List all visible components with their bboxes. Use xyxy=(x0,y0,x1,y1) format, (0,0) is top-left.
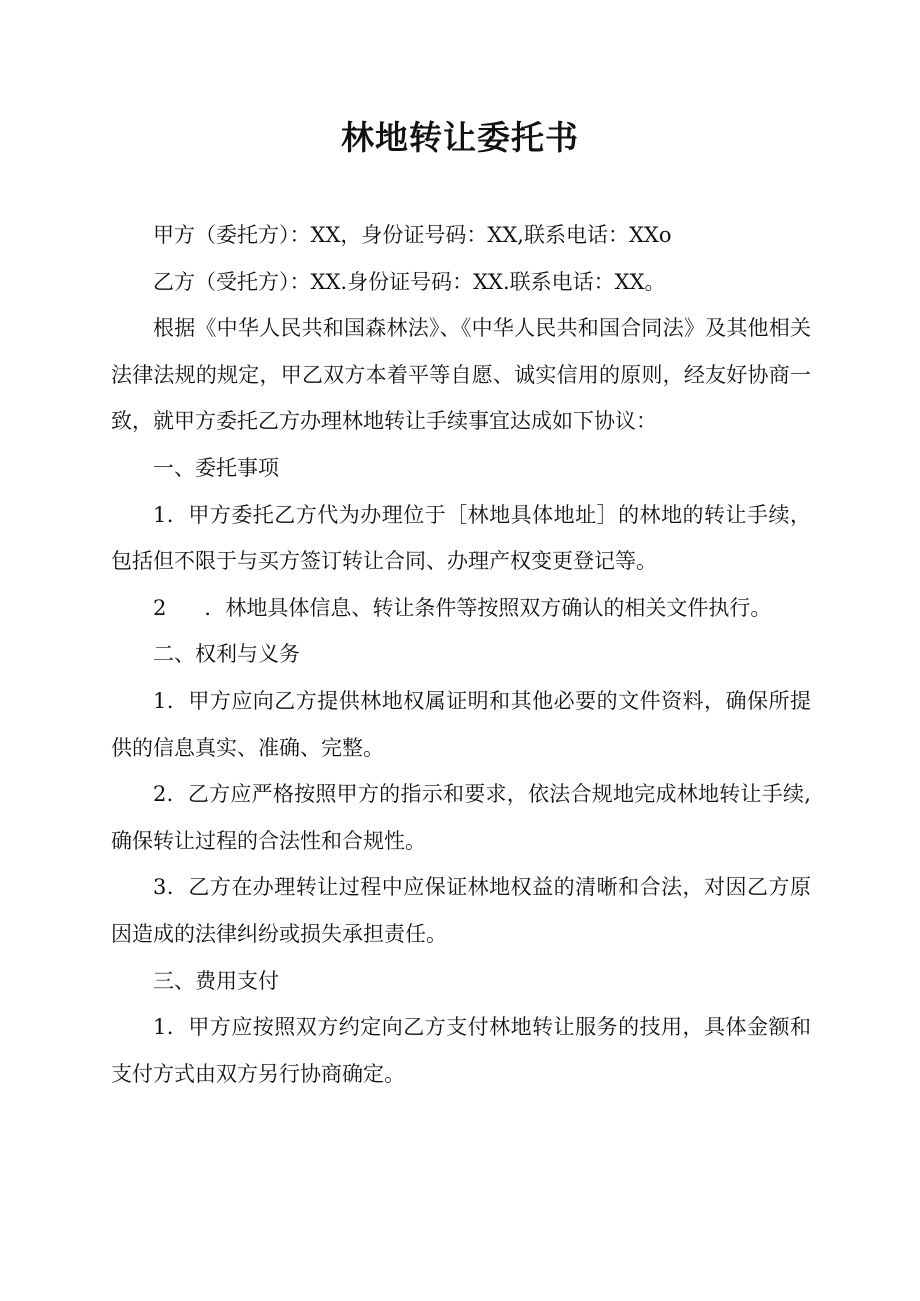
section-1-item-2-number: 2 xyxy=(153,595,167,620)
party-b-line: 乙方（受托方）：XX.身份证号码：XX.联系电话：XX。 xyxy=(153,269,666,294)
section-2-item-3: 3．乙方在办理转让过程中应保证林地权益的清晰和合法，对因乙方原因造成的法律纠纷或损失承担责任。 xyxy=(111,875,811,946)
section-3-heading: 三、费用支付 xyxy=(153,968,279,993)
section-2-item-2: 2．乙方应严格按照甲方的指示和要求，依法合规地完成林地转让手续,确保转让过程的合法性和合规性。 xyxy=(111,782,811,853)
section-1-item-2 xyxy=(111,585,811,632)
party-a-line: 甲方（委托方）：XX，身份证号码：XX,联系电话：XXo xyxy=(153,223,672,247)
section-2-heading: 二、权利与义务 xyxy=(153,642,300,667)
document-body xyxy=(111,212,811,1097)
document-title: 林地转让委托书 xyxy=(341,118,579,157)
section-1-heading: 一、委托事项 xyxy=(153,455,279,480)
section-2-item-1: 1．甲方应向乙方提供林地权属证明和其他必要的文件资料，确保所提供的信息真实、准确、完整。 xyxy=(111,688,811,760)
preamble-paragraph: 根据《中华人民共和国森林法》、《中华人民共和国合同法》及其他相关法律法规的规定，甲乙双方本着平等自愿、诚实信用的原则，经友好协商一致，就甲方委托乙方办理林地转让手续事宜达成如下协议： xyxy=(111,316,811,434)
section-3-item-1: 1．甲方应按照双方约定向乙方支付林地转让服务的技用，具体金额和支付方式由双方另行协商确定。 xyxy=(111,1015,811,1086)
section-1-item-2-text: ．林地具体信息、转让条件等按照双方确认的相关文件执行。 xyxy=(204,595,772,620)
section-1-item-1: 1．甲方委托乙方代为办理位于［林地具体地址］的林地的转让手续，包括但不限于与买方签订转让合同、办理产权变更登记等。 xyxy=(111,502,811,574)
